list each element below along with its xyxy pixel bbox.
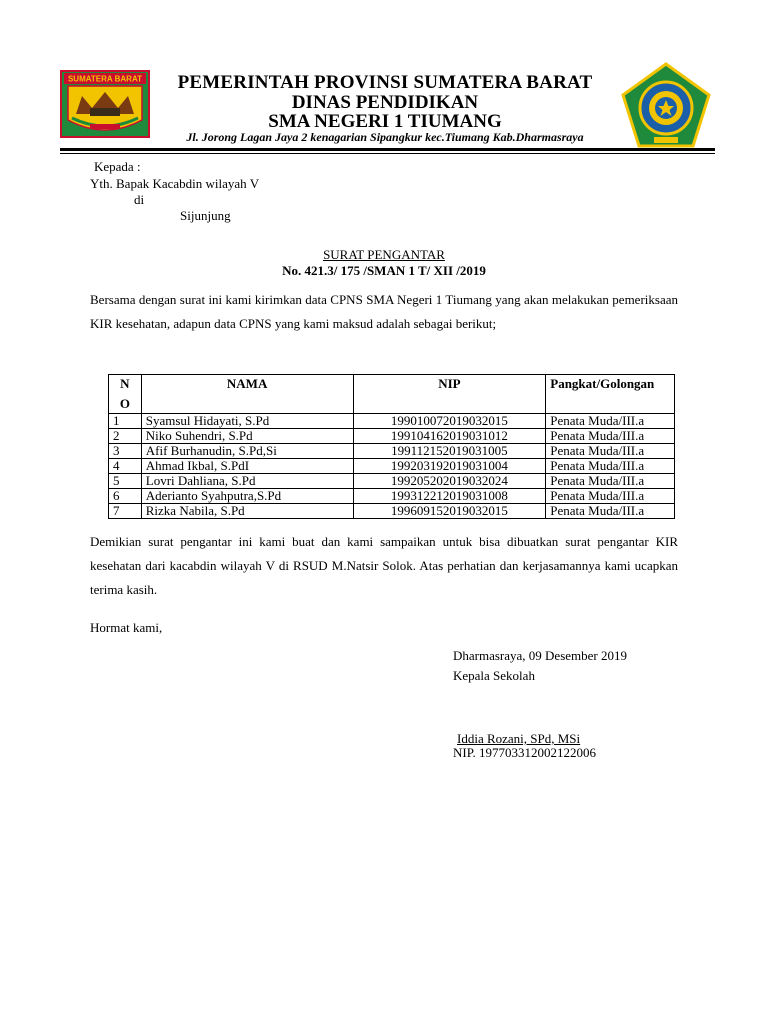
cell-pangkat: Penata Muda/III.a: [546, 429, 675, 444]
table-row: [109, 489, 675, 504]
cell-pangkat: Penata Muda/III.a: [546, 459, 675, 474]
signature-nip: NIP. 197703312002122006: [453, 745, 597, 760]
letterhead-rule-thick: [60, 148, 715, 151]
sumatera-barat-logo: [60, 70, 150, 138]
header-pangkat: Pangkat/Golongan: [546, 375, 675, 414]
cell-nama: Aderianto Syahputra,S.Pd: [141, 489, 353, 504]
letterhead-rule-thin: [60, 153, 715, 154]
letterhead-address: Jl. Jorong Lagan Jaya 2 kenagarian Sipangkur kec.Tiumang Kab.Dharmasraya: [186, 130, 584, 144]
cell-nama: Ahmad Ikbal, S.PdI: [141, 459, 353, 474]
svg-text:SUMATERA BARAT: SUMATERA BARAT: [67, 74, 143, 84]
cell-no: 3: [109, 444, 142, 459]
school-emblem-logo: [620, 62, 712, 150]
cell-nama: Lovri Dahliana, S.Pd: [141, 474, 353, 489]
cell-no: 4: [109, 459, 142, 474]
table-row: [109, 459, 675, 474]
cell-no: 6: [109, 489, 142, 504]
cell-nama: Syamsul Hidayati, S.Pd: [141, 414, 353, 429]
signature-name: Iddia Rozani, SPd, MSi: [457, 731, 581, 746]
recipient-label: Kepada :: [94, 159, 141, 174]
letter-number: No. 421.3/ 175 /SMAN 1 T/ XII /2019: [282, 263, 486, 278]
table-row: [109, 429, 675, 444]
cell-pangkat: Penata Muda/III.a: [546, 504, 675, 519]
cell-no: 1: [109, 414, 142, 429]
header-no-line2: O: [119, 396, 130, 411]
cell-no: 5: [109, 474, 142, 489]
cell-no: 7: [109, 504, 142, 519]
cell-nip: 199609152019032015: [353, 504, 546, 519]
table-row: [109, 444, 675, 459]
recipient-name: Yth. Bapak Kacabdin wilayah V: [90, 176, 260, 191]
cell-no: 2: [109, 429, 142, 444]
signature-place-date: Dharmasraya, 09 Desember 2019: [453, 648, 627, 663]
table-row: [109, 504, 675, 519]
header-no-line1: N: [120, 376, 130, 391]
cell-nip: 199112152019031005: [353, 444, 546, 459]
table-row: [109, 414, 675, 429]
signature-position: Kepala Sekolah: [453, 668, 535, 683]
cell-nama: Niko Suhendri, S.Pd: [141, 429, 353, 444]
cell-pangkat: Penata Muda/III.a: [546, 444, 675, 459]
cell-nip: 199205202019032024: [353, 474, 546, 489]
header-nip: NIP: [353, 375, 546, 414]
cpns-table: [108, 374, 675, 519]
table-header-row: [109, 375, 675, 414]
letterhead-line-school: SMA NEGERI 1 TIUMANG: [268, 111, 502, 132]
closing-paragraph: Demikian surat pengantar ini kami buat dan kami sampaikan untuk bisa dibuatkan surat pengantar KIR kesehatan dari kacabdin wilayah V di RSUD M.Natsir Solok. Atas perhatian dan kerjasamannya kami ucapkan terima kasih.: [90, 534, 678, 597]
recipient-di: di: [134, 192, 145, 207]
cell-pangkat: Penata Muda/III.a: [546, 474, 675, 489]
letter-title-text: SURAT PENGANTAR: [323, 247, 445, 262]
recipient-place: Sijunjung: [180, 208, 231, 223]
cell-nama: Afif Burhanudin, S.Pd,Si: [141, 444, 353, 459]
table-row: [109, 474, 675, 489]
intro-paragraph: Bersama dengan surat ini kami kirimkan data CPNS SMA Negeri 1 Tiumang yang akan melakukan pemeriksaan KIR kesehatan, adapun data CPNS yang kami maksud adalah sebagai berikut;: [90, 292, 678, 331]
cell-pangkat: Penata Muda/III.a: [546, 489, 675, 504]
header-no: [109, 375, 142, 414]
cell-nip: 199203192019031004: [353, 459, 546, 474]
letterhead-line-department: DINAS PENDIDIKAN: [291, 92, 479, 113]
cell-pangkat: Penata Muda/III.a: [546, 414, 675, 429]
letterhead-line-government: PEMERINTAH PROVINSI SUMATERA BARAT: [177, 72, 593, 93]
cell-nip: 199312212019031008: [353, 489, 546, 504]
cell-nip: 199010072019032015: [353, 414, 546, 429]
cell-nama: Rizka Nabila, S.Pd: [141, 504, 353, 519]
header-nama: NAMA: [141, 375, 353, 414]
cell-nip: 199104162019031012: [353, 429, 546, 444]
letter-title: [0, 247, 768, 263]
greeting-hormat: Hormat kami,: [90, 620, 163, 635]
